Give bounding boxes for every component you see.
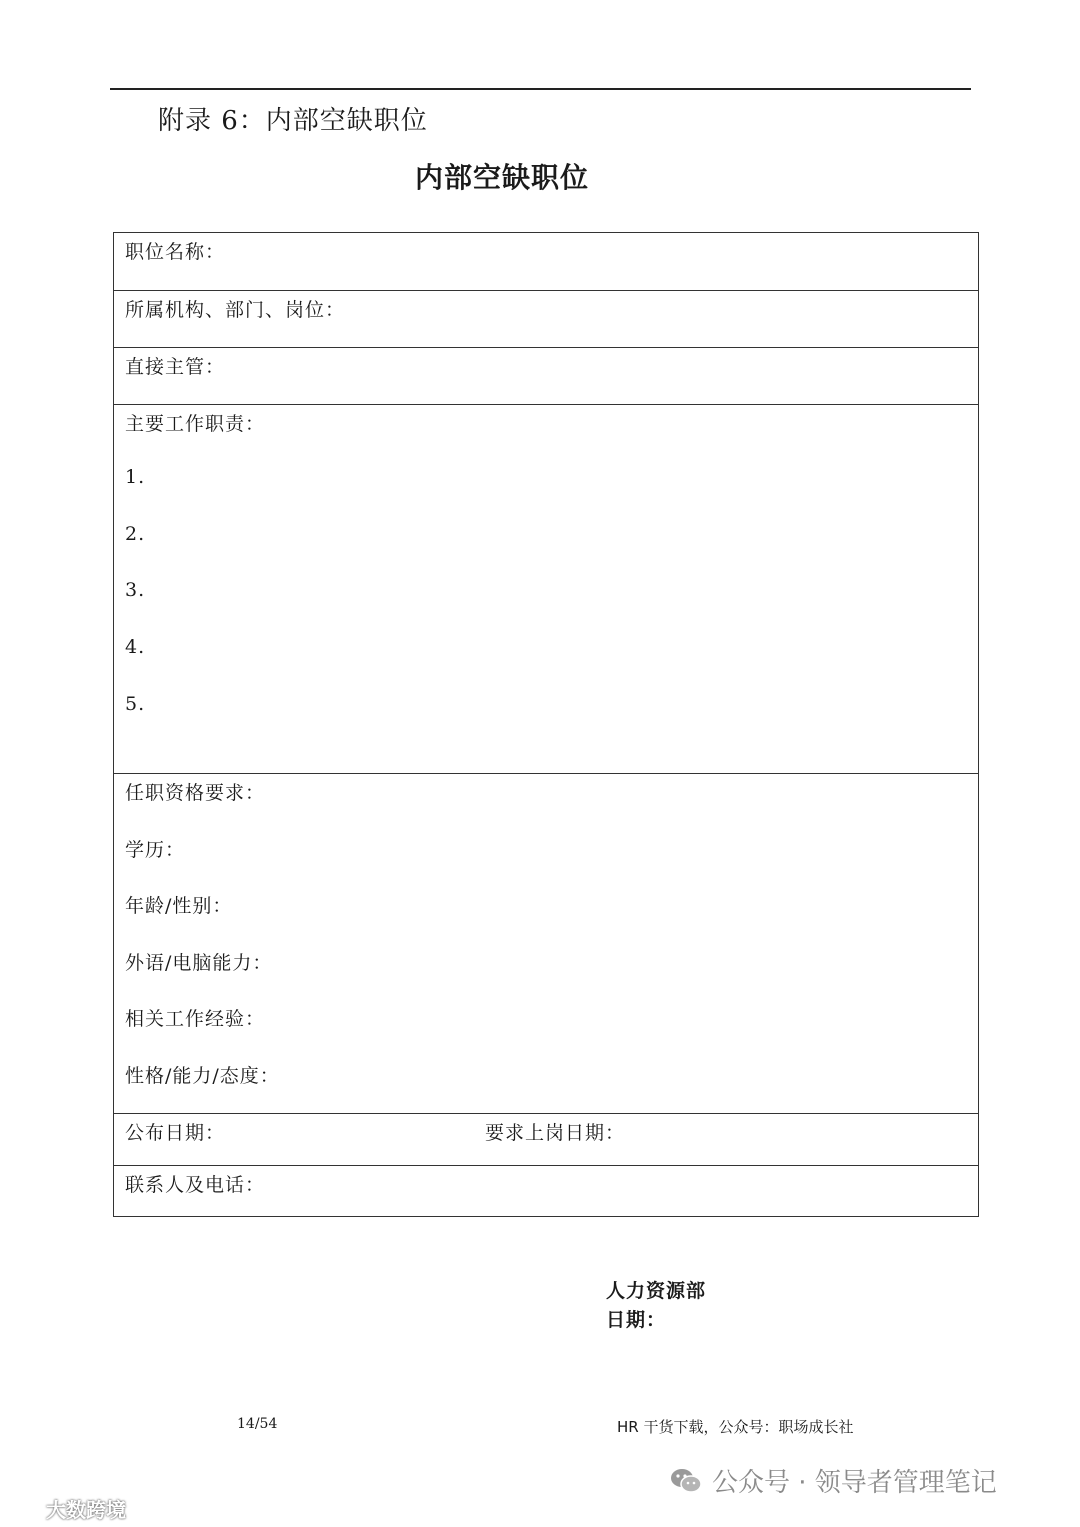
row-qualifications: [114, 773, 978, 1113]
org-dept-label: 所属机构、部门、岗位：: [125, 299, 346, 321]
duties-label: 主要工作职责：: [125, 413, 266, 435]
contact-label: 联系人及电话：: [125, 1174, 266, 1196]
education-label: 学历：: [125, 839, 186, 861]
duty-item: 5.: [125, 693, 146, 715]
row-org-dept: [114, 290, 978, 347]
qualifications-label: 任职资格要求：: [125, 782, 266, 804]
watermark-right-text: 公众号 · 领导者管理笔记: [712, 1468, 997, 1498]
watermark-wechat: [670, 1462, 997, 1499]
row-supervisor: [114, 347, 978, 404]
start-date-label: 要求上岗日期：: [485, 1122, 626, 1144]
vacancy-form: [113, 232, 979, 1217]
page-title: 内部空缺职位: [414, 161, 589, 194]
signature-date: 日期：: [606, 1309, 667, 1331]
experience-label: 相关工作经验：: [125, 1008, 266, 1030]
footer-note: HR 干货下载，公众号：职场成长社: [617, 1418, 854, 1436]
top-rule: [110, 88, 971, 90]
age-gender-label: 年龄/性别：: [125, 895, 233, 917]
watermark-brand: [10, 1494, 126, 1523]
duty-item: 4.: [125, 636, 146, 658]
duty-item: 1.: [125, 466, 146, 488]
watermark-left-text: 大数跨境: [46, 1498, 126, 1522]
page-number: 14/54: [237, 1416, 278, 1432]
signature-dept: 人力资源部: [606, 1280, 707, 1302]
language-computer-label: 外语/电脑能力：: [125, 952, 273, 974]
row-contact: [114, 1165, 978, 1216]
publish-date-label: 公布日期：: [125, 1122, 226, 1144]
duty-item: 3.: [125, 579, 146, 601]
appendix-heading: 附录 6：内部空缺职位: [158, 106, 428, 136]
position-name-label: 职位名称：: [125, 241, 226, 263]
wechat-icon: [670, 1467, 702, 1495]
duty-item: 2.: [125, 523, 146, 545]
row-position-name: [114, 233, 978, 290]
personality-label: 性格/能力/态度：: [125, 1065, 280, 1087]
supervisor-label: 直接主管：: [125, 356, 226, 378]
row-duties: [114, 404, 978, 773]
brand-logo-icon: [10, 1499, 40, 1519]
row-dates: [114, 1113, 978, 1165]
